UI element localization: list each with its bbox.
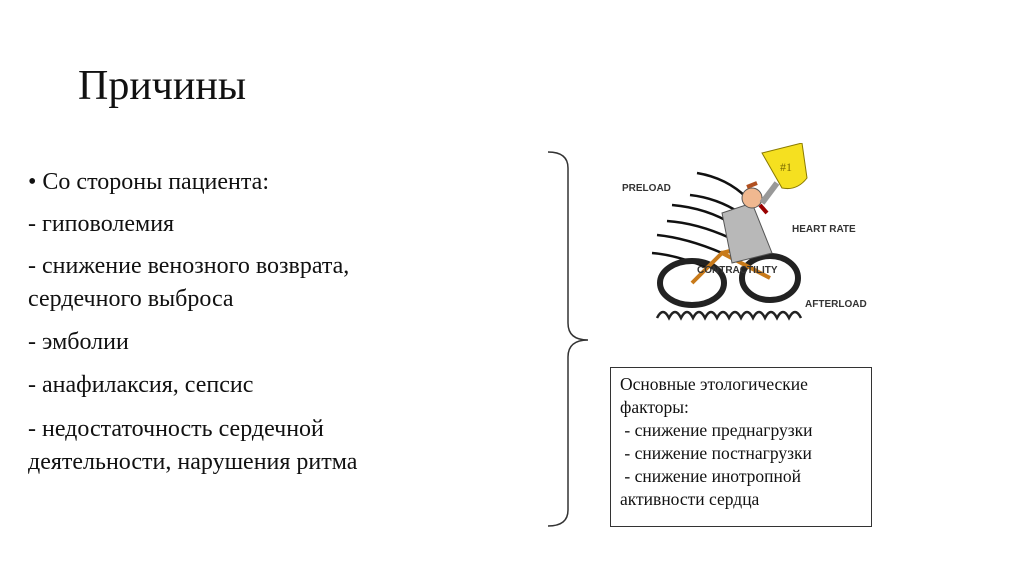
etiological-factors-box xyxy=(610,367,872,527)
list-item: - недостаточность сердечной xyxy=(28,416,324,442)
trophy-icon xyxy=(762,143,807,189)
label-heart-rate: HEART RATE xyxy=(792,224,856,235)
list-item: - снижение венозного возврата, xyxy=(28,253,350,279)
box-line: факторы: xyxy=(620,397,689,417)
slide-title: Причины xyxy=(78,63,247,109)
list-item: деятельности, нарушения ритма xyxy=(28,449,358,475)
list-item: - эмболии xyxy=(28,329,129,355)
right-brace xyxy=(540,148,600,533)
label-afterload: AFTERLOAD xyxy=(805,299,867,310)
label-preload: PRELOAD xyxy=(622,183,671,194)
trophy-text: #1 xyxy=(780,160,792,174)
rider-icon xyxy=(722,183,777,263)
box-line: активности сердца xyxy=(620,489,760,509)
box-line: - снижение постнагрузки xyxy=(620,443,812,463)
box-line: - снижение преднагрузки xyxy=(620,420,813,440)
list-heading: • Со стороны пациента: xyxy=(28,169,269,195)
list-item: - анафилаксия, сепсис xyxy=(28,372,254,398)
box-line: Основные этологические xyxy=(620,374,808,394)
list-item: - гиповолемия xyxy=(28,211,175,237)
cyclist-illustration xyxy=(612,143,872,323)
label-contractility: CONTRACTILITY xyxy=(697,265,778,276)
box-line: - снижение инотропной xyxy=(620,466,802,486)
bumpy-road-icon xyxy=(657,312,801,318)
list-item: сердечного выброса xyxy=(28,286,234,312)
